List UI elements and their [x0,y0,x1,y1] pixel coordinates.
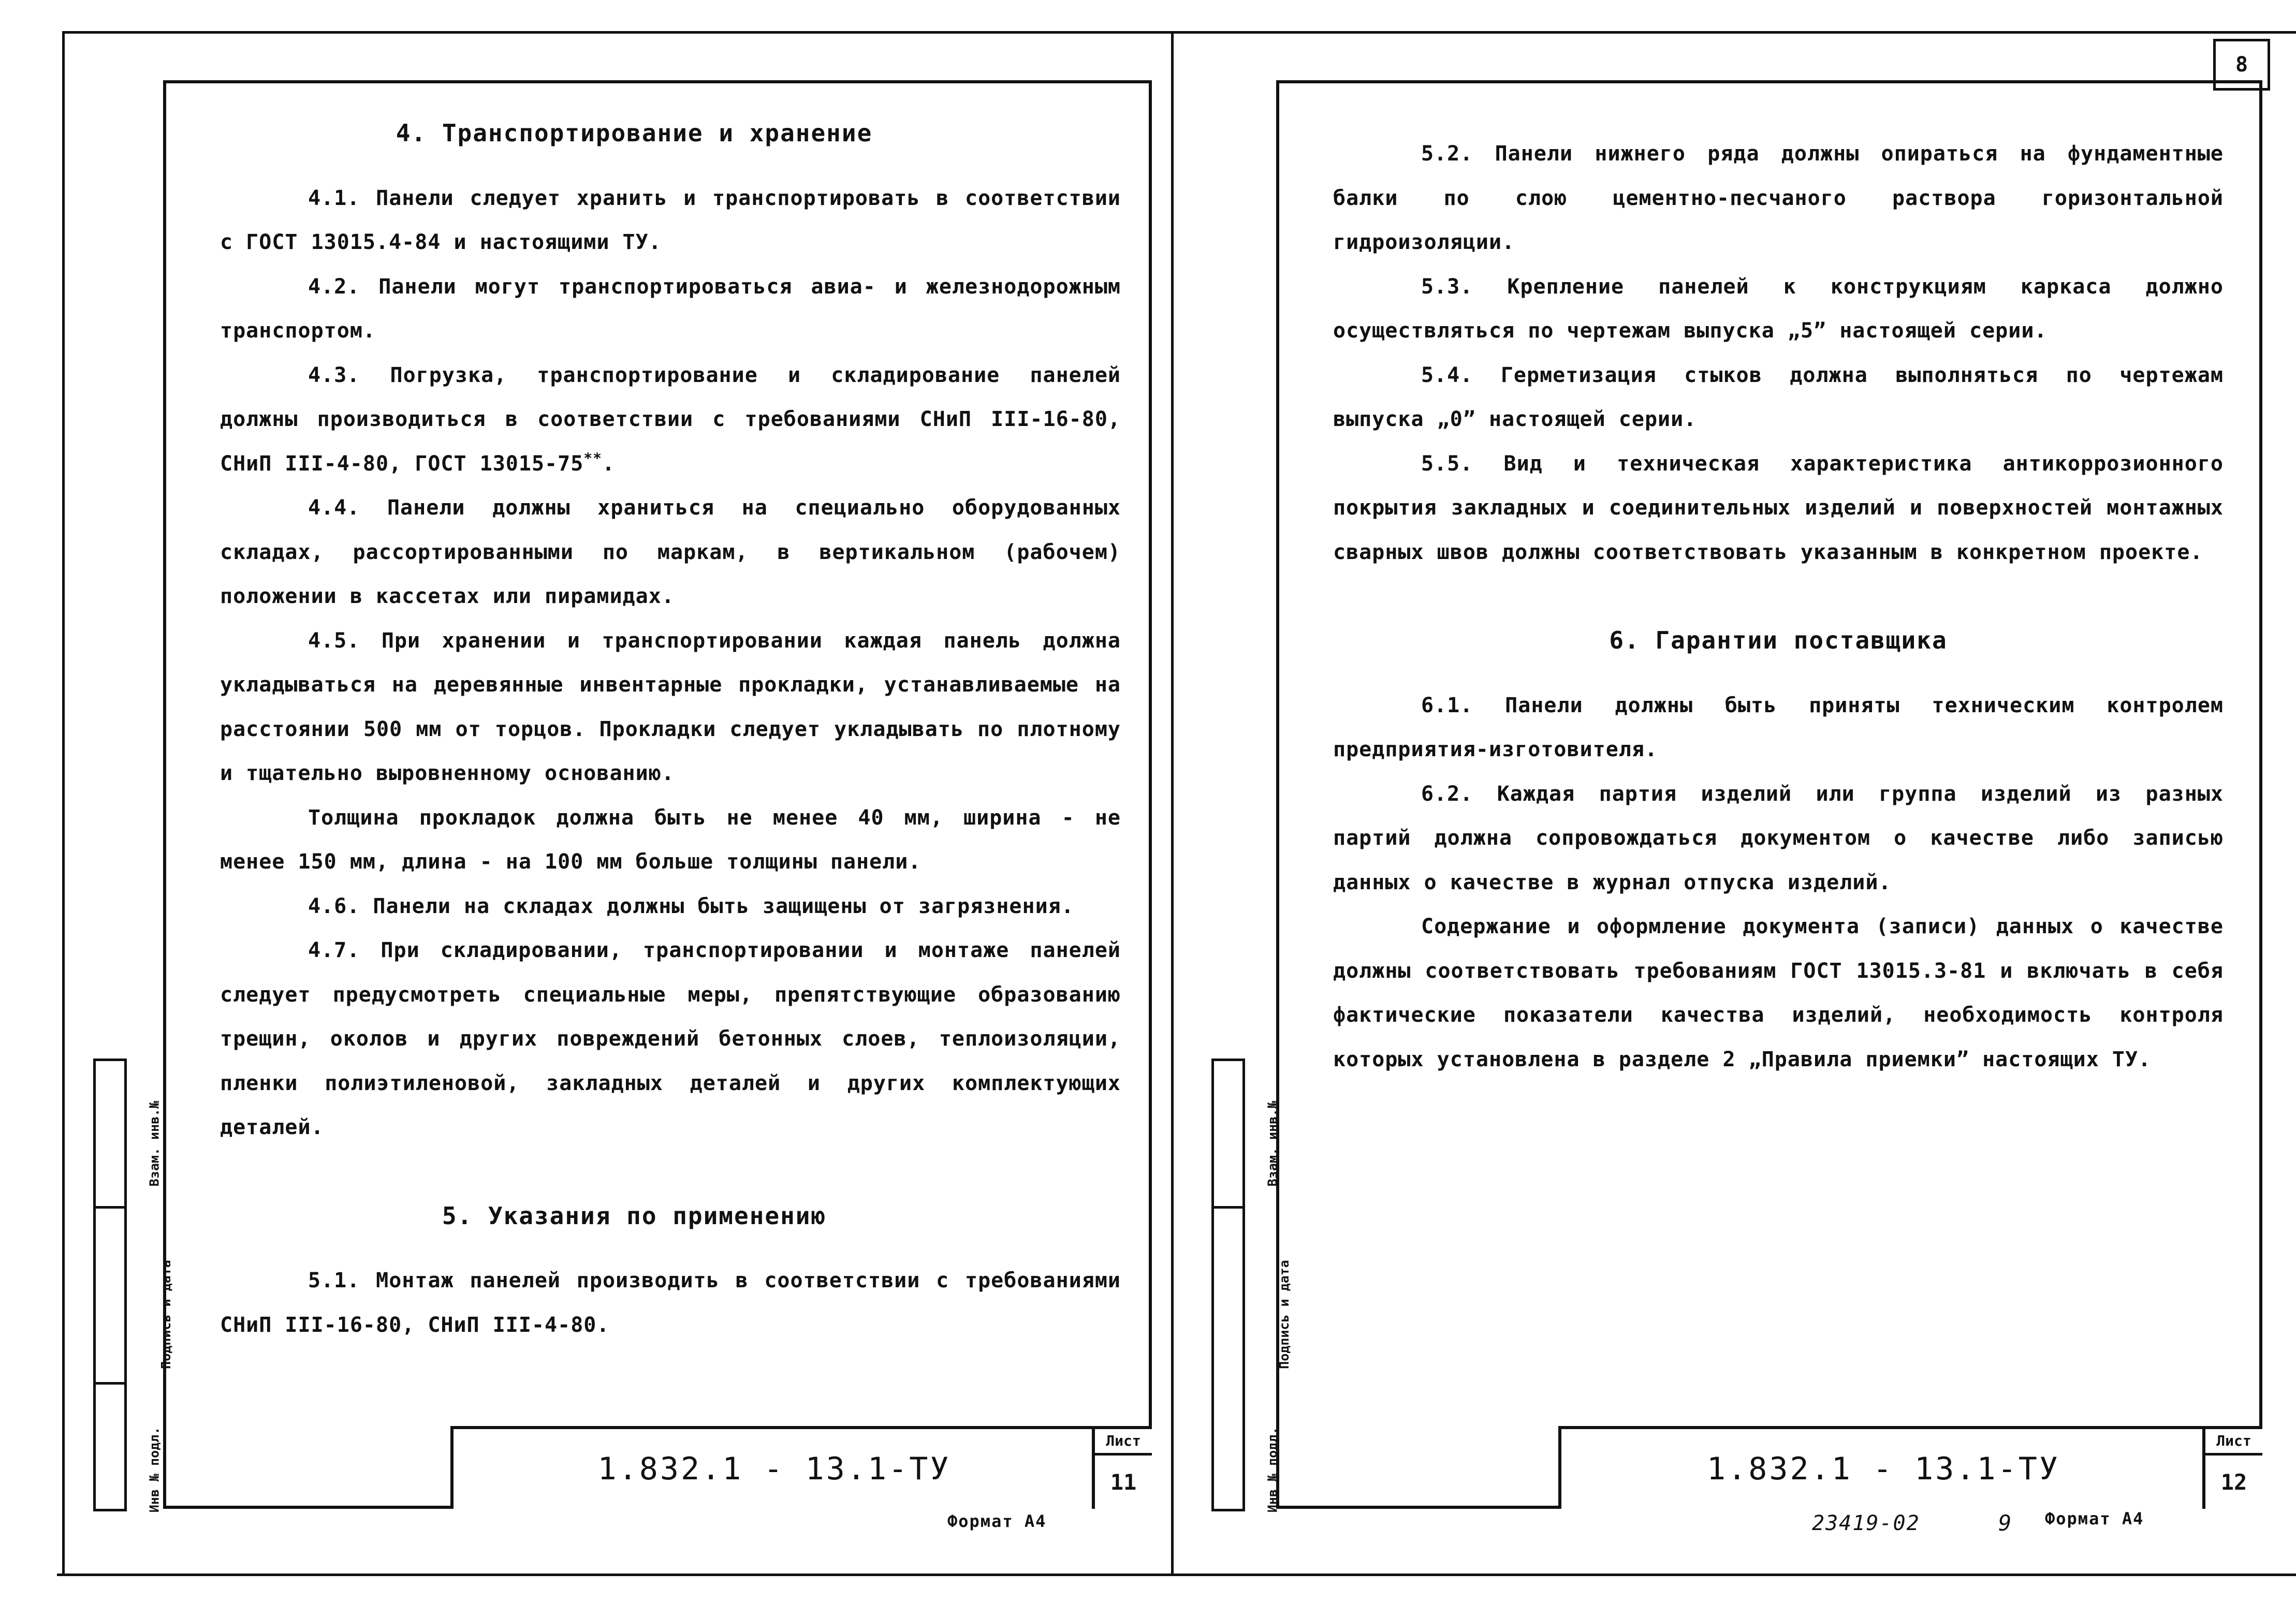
left-sheet-label: Лист [1095,1429,1152,1456]
section-heading-4: 4. Транспортирование и хранение [396,119,873,147]
paragraph-4-4: 4.4. Панели должны храниться на специально оборудованных складах, рассортированными по маркам, в вертикальном (рабочем) положении в кассетах или пирамидах. [220,496,1121,608]
paragraph-5-2: 5.2. Панели нижнего ряда должны опираться на фундаментные балки по слою цементно-песчаного раствора горизонтальной гидроизоляции. [1333,142,2224,254]
left-format-caption: Формат А4 [947,1511,1047,1531]
right-side-label-vzam: Взам. инв.№ [1265,1100,1280,1187]
right-archive-sheet: 9 [1998,1510,2013,1536]
left-title-block [450,1426,1152,1509]
paragraph-4-3-text: 4.3. Погрузка, транспортирование и складирование панелей должны производиться в соответствии с требованиями СНиП III-16-80, СНиП III-4-80, ГОСТ 13015-75 [220,363,1121,476]
left-sheet-box [1092,1429,1152,1509]
section-heading-6: 6. Гарантии поставщика [1609,626,1948,654]
left-side-stamp [93,1059,173,1513]
sheet-left-line [62,31,65,1576]
paragraph-4-1: 4.1. Панели следует хранить и транспортировать в соответствии с ГОСТ 13015.4-84 и настоящими ТУ. [220,186,1121,254]
left-side-cell-inv [96,1061,124,1170]
paragraph-4-3-sup: ** [583,449,603,467]
paragraph-5-5: 5.5. Вид и техническая характеристика антикоррозионного покрытия закладных и соединительных изделий и поверхностей монтажных сварных швов должны соответствовать указанным в конкретном проекте. [1333,451,2224,564]
left-side-label-inv: Инв № подл. [147,1427,162,1513]
paragraph-6-2: 6.2. Каждая партия изделий или группа изделий из разных партий должна сопровождаться документом о качестве либо записью данных о качестве в журнал отпуска изделий. [1333,782,2224,894]
paragraph-4-3: 4.3. Погрузка, транспортирование и складирование панелей должны производиться в соответствии с требованиями СНиП III-16-80, СНиП III-4-80, ГОСТ 13015-75**. [220,363,1121,476]
right-side-label-sign: Подпись и дата [1276,1260,1292,1369]
left-side-cell-sign [96,1382,124,1387]
right-doc-code: 1.832.1 - 13.1-ТУ [1706,1451,2060,1487]
sheet-bottom-line [57,1574,2296,1576]
paragraph-4-2: 4.2. Панели могут транспортироваться авиа- и железнодорожным транспортом. [220,274,1121,343]
right-sheet-box [2202,1429,2262,1509]
sheet-center-line [1171,31,1174,1576]
right-page-text [1333,132,2224,1082]
paragraph-6-1: 6.1. Панели должны быть приняты техническим контролем предприятия-изготовителя. [1333,693,2224,761]
section-heading-5: 5. Указания по применению [442,1201,827,1230]
right-side-label-inv: Инв № подл. [1265,1427,1280,1513]
right-title-block [1558,1426,2262,1509]
right-side-cell-sign [1214,1382,1242,1385]
right-side-cell-vzam [1214,1206,1242,1211]
left-doc-code: 1.832.1 - 13.1-ТУ [597,1451,951,1487]
left-side-label-vzam: Взам. инв.№ [147,1100,162,1187]
right-side-stamp [1211,1059,1292,1513]
left-side-cell-vzam [96,1206,124,1211]
paragraph-5-4: 5.4. Герметизация стыков должна выполняться по чертежам выпуска „0” настоящей серии. [1333,363,2224,431]
left-sheet-number: 11 [1110,1469,1137,1495]
right-sheet-label: Лист [2205,1429,2262,1456]
left-page-text [220,111,1121,1347]
right-archive-number: 23419-02 [1812,1511,1920,1535]
paragraph-5-3: 5.3. Крепление панелей к конструкциям каркаса должно осуществляться по чертежам выпуска „5” настоящей серии. [1333,274,2224,343]
sheet-top-line [62,31,2296,34]
paragraph-6-2b: Содержание и оформление документа (записи) данных о качестве должны соответствовать требованиям ГОСТ 13015.3-81 и включать в себя фактические показатели качества изделий, необходимость контроля которых установлена в разделе 2 „Правила приемки” настоящих ТУ. [1333,915,2224,1071]
paragraph-5-1: 5.1. Монтаж панелей производить в соответствии с требованиями СНиП III-16-80, СНиП III-4-80. [220,1269,1121,1337]
right-sheet-number: 12 [2220,1469,2247,1495]
paragraph-4-6: 4.6. Панели на складах должны быть защищены от загрязнения. [308,894,1074,918]
right-format-caption: Формат А4 [2045,1509,2144,1528]
paragraph-4-7: 4.7. При складировании, транспортировании и монтаже панелей следует предусмотреть специальные меры, препятствующие образованию трещин, околов и других повреждений бетонных слоев, теплоизоляции, пленки полиэтиленовой, закладных деталей и других комплектующих деталей. [220,938,1121,1139]
paragraph-4-5b: Толщина прокладок должна быть не менее 40 мм, ширина - не менее 150 мм, длина - на 100 мм больше толщины панели. [220,805,1121,874]
corner-page-number-text: 8 [2235,53,2248,77]
left-side-label-sign: Подпись и дата [158,1260,173,1369]
paragraph-4-5: 4.5. При хранении и транспортировании каждая панель должна укладываться на деревянные инвентарные прокладки, устанавливаемые на расстоянии 500 мм от торцов. Прокладки следует укладывать по плотному и тщательно выровненному основанию. [220,628,1121,785]
